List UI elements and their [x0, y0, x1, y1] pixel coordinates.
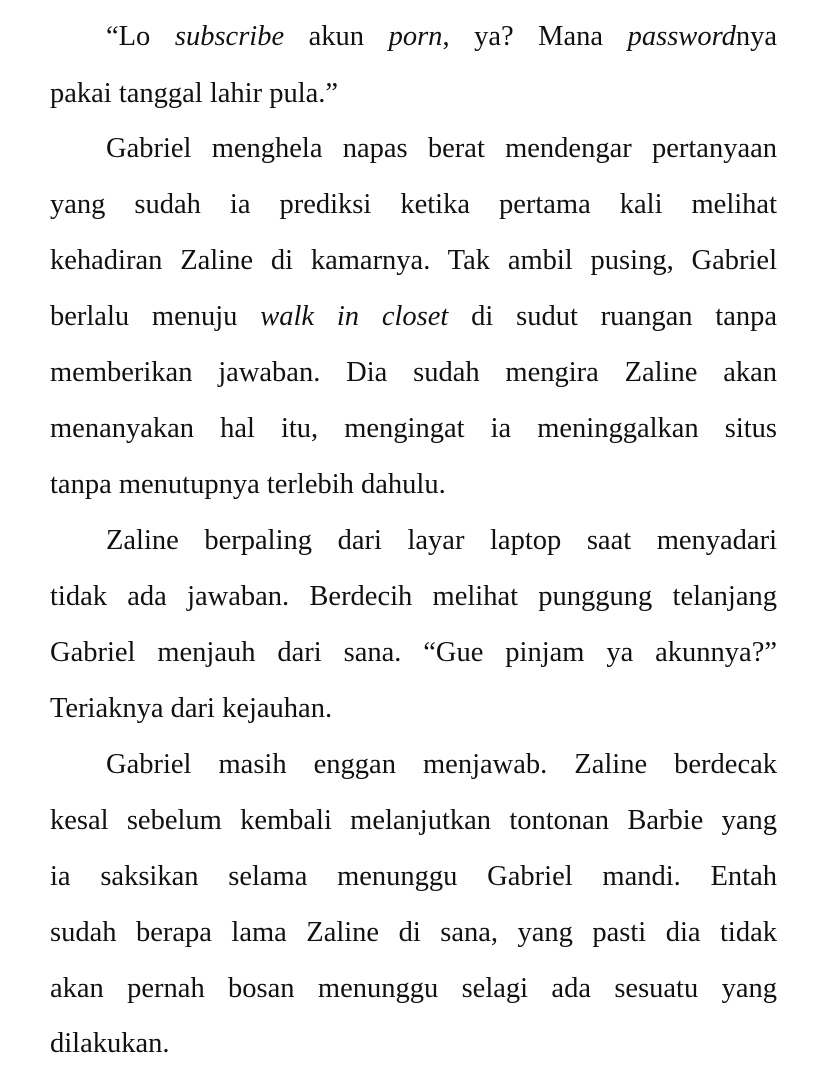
- text-line: [50, 914, 777, 952]
- text-line: [50, 578, 777, 616]
- text-run: tidak ada jawaban. Berdecih melihat punggung telanjang: [50, 581, 777, 612]
- italic-text: password: [627, 21, 736, 52]
- text-run: tanpa menutupnya terlebih dahulu.: [50, 469, 446, 500]
- text-run: kehadiran Zaline di kamarnya. Tak ambil pusing, Gabriel: [50, 245, 777, 276]
- text-run: kesal sebelum kembali melanjutkan tontonan Barbie yang: [50, 805, 777, 836]
- text-run: menanyakan hal itu, mengingat ia meninggalkan situs: [50, 413, 777, 444]
- text-run: sudah berapa lama Zaline di sana, yang pasti dia tidak: [50, 917, 777, 948]
- text-run: Gabriel masih enggan menjawab. Zaline berdecak: [106, 749, 777, 780]
- text-line: [50, 354, 777, 392]
- text-run: di sudut ruangan tanpa: [448, 301, 777, 332]
- text-line: [106, 18, 777, 56]
- text-run: nya: [735, 21, 778, 52]
- text-line: [50, 410, 777, 448]
- text-run: Teriaknya dari kejauhan.: [50, 693, 333, 724]
- text-line: [50, 466, 777, 504]
- text-run: Gabriel menjauh dari sana. “Gue pinjam ya akunnya?”: [50, 637, 777, 668]
- text-run: Gabriel menghela napas berat mendengar pertanyaan: [106, 133, 777, 164]
- text-run: memberikan jawaban. Dia sudah mengira Zaline akan: [50, 357, 777, 388]
- text-line: [106, 130, 777, 168]
- text-run: pakai tanggal lahir pula.”: [50, 78, 339, 109]
- text-line: [50, 858, 777, 896]
- text-line: [106, 746, 777, 784]
- text-run: akan pernah bosan menunggu selagi ada sesuatu yang: [50, 973, 777, 1004]
- italic-text: walk in closet: [260, 301, 449, 332]
- text-line: [50, 1025, 777, 1063]
- text-run: ia saksikan selama menunggu Gabriel mandi. Entah: [50, 861, 777, 892]
- text-line: [50, 186, 777, 224]
- text-line: [50, 75, 777, 113]
- italic-text: subscribe: [174, 21, 285, 52]
- text-line: [50, 690, 777, 728]
- italic-text: porn: [388, 21, 443, 52]
- text-run: “Lo: [106, 21, 175, 52]
- text-run: dilakukan.: [50, 1028, 170, 1059]
- text-line: [50, 634, 777, 672]
- text-run: akun: [284, 21, 389, 52]
- text-run: Zaline berpaling dari layar laptop saat menyadari: [106, 525, 777, 556]
- text-line: [50, 802, 777, 840]
- text-line: [50, 298, 777, 336]
- text-line: [50, 970, 777, 1008]
- text-line: [50, 242, 777, 280]
- text-run: berlalu menuju: [50, 301, 261, 332]
- text-run: , ya? Mana: [442, 21, 628, 52]
- text-run: yang sudah ia prediksi ketika pertama kali melihat: [50, 189, 777, 220]
- text-line: [106, 522, 777, 560]
